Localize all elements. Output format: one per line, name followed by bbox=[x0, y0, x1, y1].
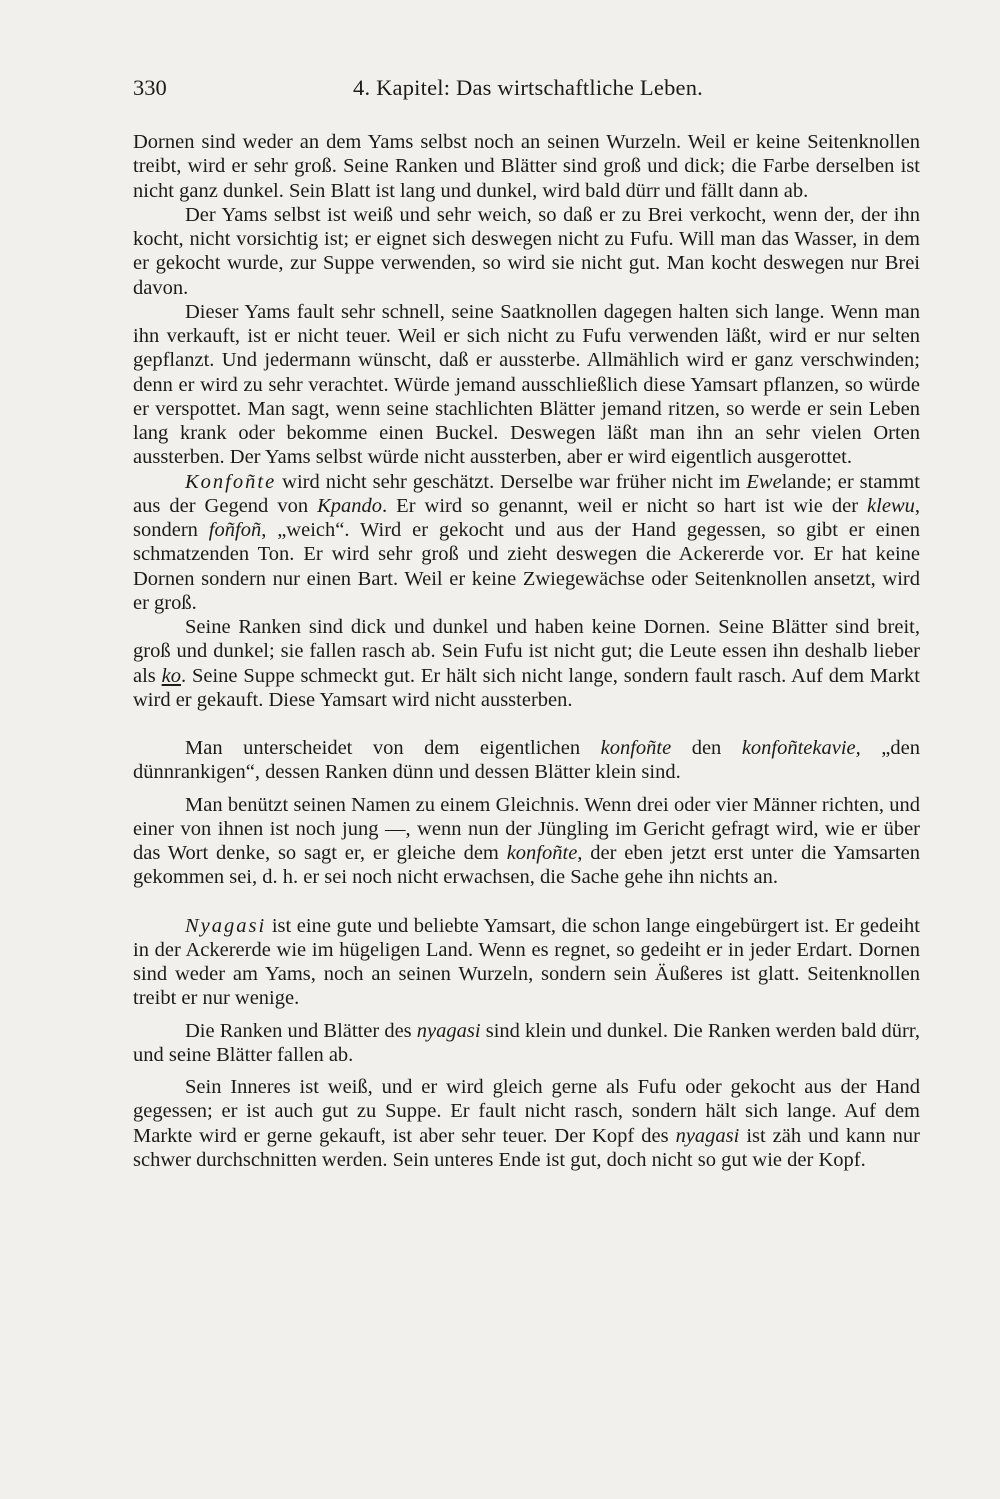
text-run: , „weich“. Wird er gekocht und aus der Hand gegessen, so gibt er einen schmatzenden Ton. Er wird sehr groß und zieht deswegen die Ackererde vor. Er hat keine Dornen sondern nur einen Bart. Weil er keine Zwiegewächse oder Seitenknollen ansetzt, wird er groß. bbox=[133, 519, 921, 614]
paragraph-nyagasi-ranken bbox=[133, 1019, 920, 1068]
term-klewu: klewu bbox=[867, 494, 915, 517]
body-text bbox=[133, 130, 920, 1172]
paragraph-3: Dieser Yams fault sehr schnell, seine Saatknollen dagegen halten sich lange. Wenn man ihn verkauft, ist er nicht teuer. Weil er sich nicht zu Fufu verwenden läßt, wird er nur selten gepflanzt. Und jedermann wünscht, daß er aussterbe. Allmählich wird er ganz verschwinden; denn er wird zu sehr verachtet. Würde jemand ausschließlich diese Yamsart pflanzen, so würde er verspottet. Man sagt, wenn seine stachlichten Blätter jemand ritzen, so werde er sein Leben lang krank oder bekomme einen Buckel. Deswegen läßt man ihn an sehr vielen Orten aussterben. Der Yams selbst würde nicht aussterben, aber er wird eigentlich ausgerottet. bbox=[133, 300, 920, 469]
page-number: 330 bbox=[133, 75, 167, 100]
paragraph-konfonte bbox=[133, 470, 920, 616]
text-run: lande; er stammt aus der Gegend von bbox=[133, 470, 921, 517]
paragraph-nyagasi-inneres bbox=[133, 1075, 920, 1172]
paragraph-2: Der Yams selbst ist weiß und sehr weich, so daß er zu Brei verkocht, wenn der, der ihn kocht, nicht vorsichtig ist; er eignet sich deswegen nicht zu Fufu. Will man das Wasser, in dem er gekocht wurde, zur Suppe verwenden, so wird sie nicht gut. Man kocht deswegen nur Brei davon. bbox=[133, 203, 920, 299]
text-run: wird nicht sehr geschätzt. Derselbe war früher nicht im bbox=[276, 470, 747, 493]
term-ko: ko bbox=[161, 664, 181, 687]
text-run: der eben jetzt erst unter die Yamsarten gekommen sei, d. h. er sei noch nicht erwachsen, die Sache gehe ihn nichts an. bbox=[133, 842, 921, 889]
paragraph-gleichnis bbox=[133, 793, 920, 890]
term-nyagasi: nyagasi bbox=[675, 1124, 740, 1147]
paragraph-konfontekavie bbox=[133, 736, 920, 785]
paragraph-1: Dornen sind weder an dem Yams selbst noch an seinen Wurzeln. Weil er keine Seitenknollen treibt, wird er sehr groß. Seine Ranken und Blätter sind groß und dick; die Farbe derselben ist nicht ganz dunkel. Sein Blatt ist lang und dunkel, wird bald dürr und fällt dann ab. bbox=[133, 131, 920, 202]
term-konfonte: Konfoñte bbox=[185, 470, 277, 493]
text-run: . Seine Suppe schmeckt gut. Er hält sich nicht lange, sondern fault rasch. Auf dem Markt wird er gekauft. Diese Yamsart wird nicht aussterben. bbox=[133, 664, 920, 711]
term-kpando: Kpando bbox=[317, 494, 383, 517]
text-run: sind klein und dunkel. Die Ranken werden bald dürr, und seine Blätter fallen ab. bbox=[133, 1019, 920, 1066]
text-run: , sondern bbox=[133, 494, 920, 541]
text-run: Man benützt seinen Namen zu einem Gleichnis. Wenn drei oder vier Männer richten, und einer von ihnen ist noch jung —, wenn nun der Jüngling im Gericht gefragt wird, wie er über das Wort denke, so sagt er, er gleiche dem bbox=[133, 793, 920, 864]
term-konfonte: konfoñte, bbox=[506, 842, 583, 864]
text-run: Seine Ranken sind dick und dunkel und haben keine Dornen. Seine Blätter sind breit, groß und dunkel; sie fallen rasch ab. Sein Fufu ist nicht gut; die Leute essen ihn deshalb lieber als bbox=[133, 616, 920, 687]
chapter-title: 4. Kapitel: Das wirtschaftliche Leben. bbox=[353, 75, 703, 100]
term-nyagasi: Nyagasi bbox=[185, 914, 267, 937]
term-nyagasi: nyagasi bbox=[416, 1019, 481, 1042]
term-konfonte: konfoñte bbox=[600, 737, 672, 759]
text-run: ist zäh und kann nur schwer durchschnitten werden. Sein unteres Ende ist gut, doch nicht so gut wie der Kopf. bbox=[133, 1124, 920, 1171]
term-ewe: Ewe bbox=[746, 470, 782, 493]
term-fonfon: foñfoñ bbox=[208, 519, 262, 541]
text-run: Die Ranken und Blätter des bbox=[185, 1019, 417, 1042]
paragraph-konfonte-ranken bbox=[133, 615, 920, 712]
paragraph-nyagasi bbox=[133, 914, 920, 1011]
text-run: . Er wird so genannt, weil er nicht so hart ist wie der bbox=[382, 494, 868, 517]
text-run: Man unterscheidet von dem eigentlichen bbox=[185, 737, 601, 759]
text-run: den bbox=[671, 737, 742, 759]
term-konfontekavie: konfoñtekavie, bbox=[741, 737, 861, 759]
text-run: ist eine gute und beliebte Yamsart, die schon lange eingebürgert ist. Er gedeiht in der Ackererde wie im hügeligen Land. Wenn es regnet, so gedeiht er in jeder Erdart. Dornen sind weder am Yams, noch an seinen Wurzeln, sondern sein Äußeres ist glatt. Seitenknollen treibt er nur wenige. bbox=[133, 914, 920, 1010]
running-head bbox=[133, 72, 923, 104]
text-run: „den dünnrankigen“, dessen Ranken dünn und dessen Blätter klein sind. bbox=[133, 737, 920, 784]
text-run: Sein Inneres ist weiß, und er wird gleich gerne als Fufu oder gekocht aus der Hand gegessen; er ist auch gut zu Suppe. Er fault nicht rasch, sondern hält sich lange. Auf dem Markte wird er gerne gekauft, ist aber sehr teuer. Der Kopf des bbox=[133, 1076, 920, 1147]
